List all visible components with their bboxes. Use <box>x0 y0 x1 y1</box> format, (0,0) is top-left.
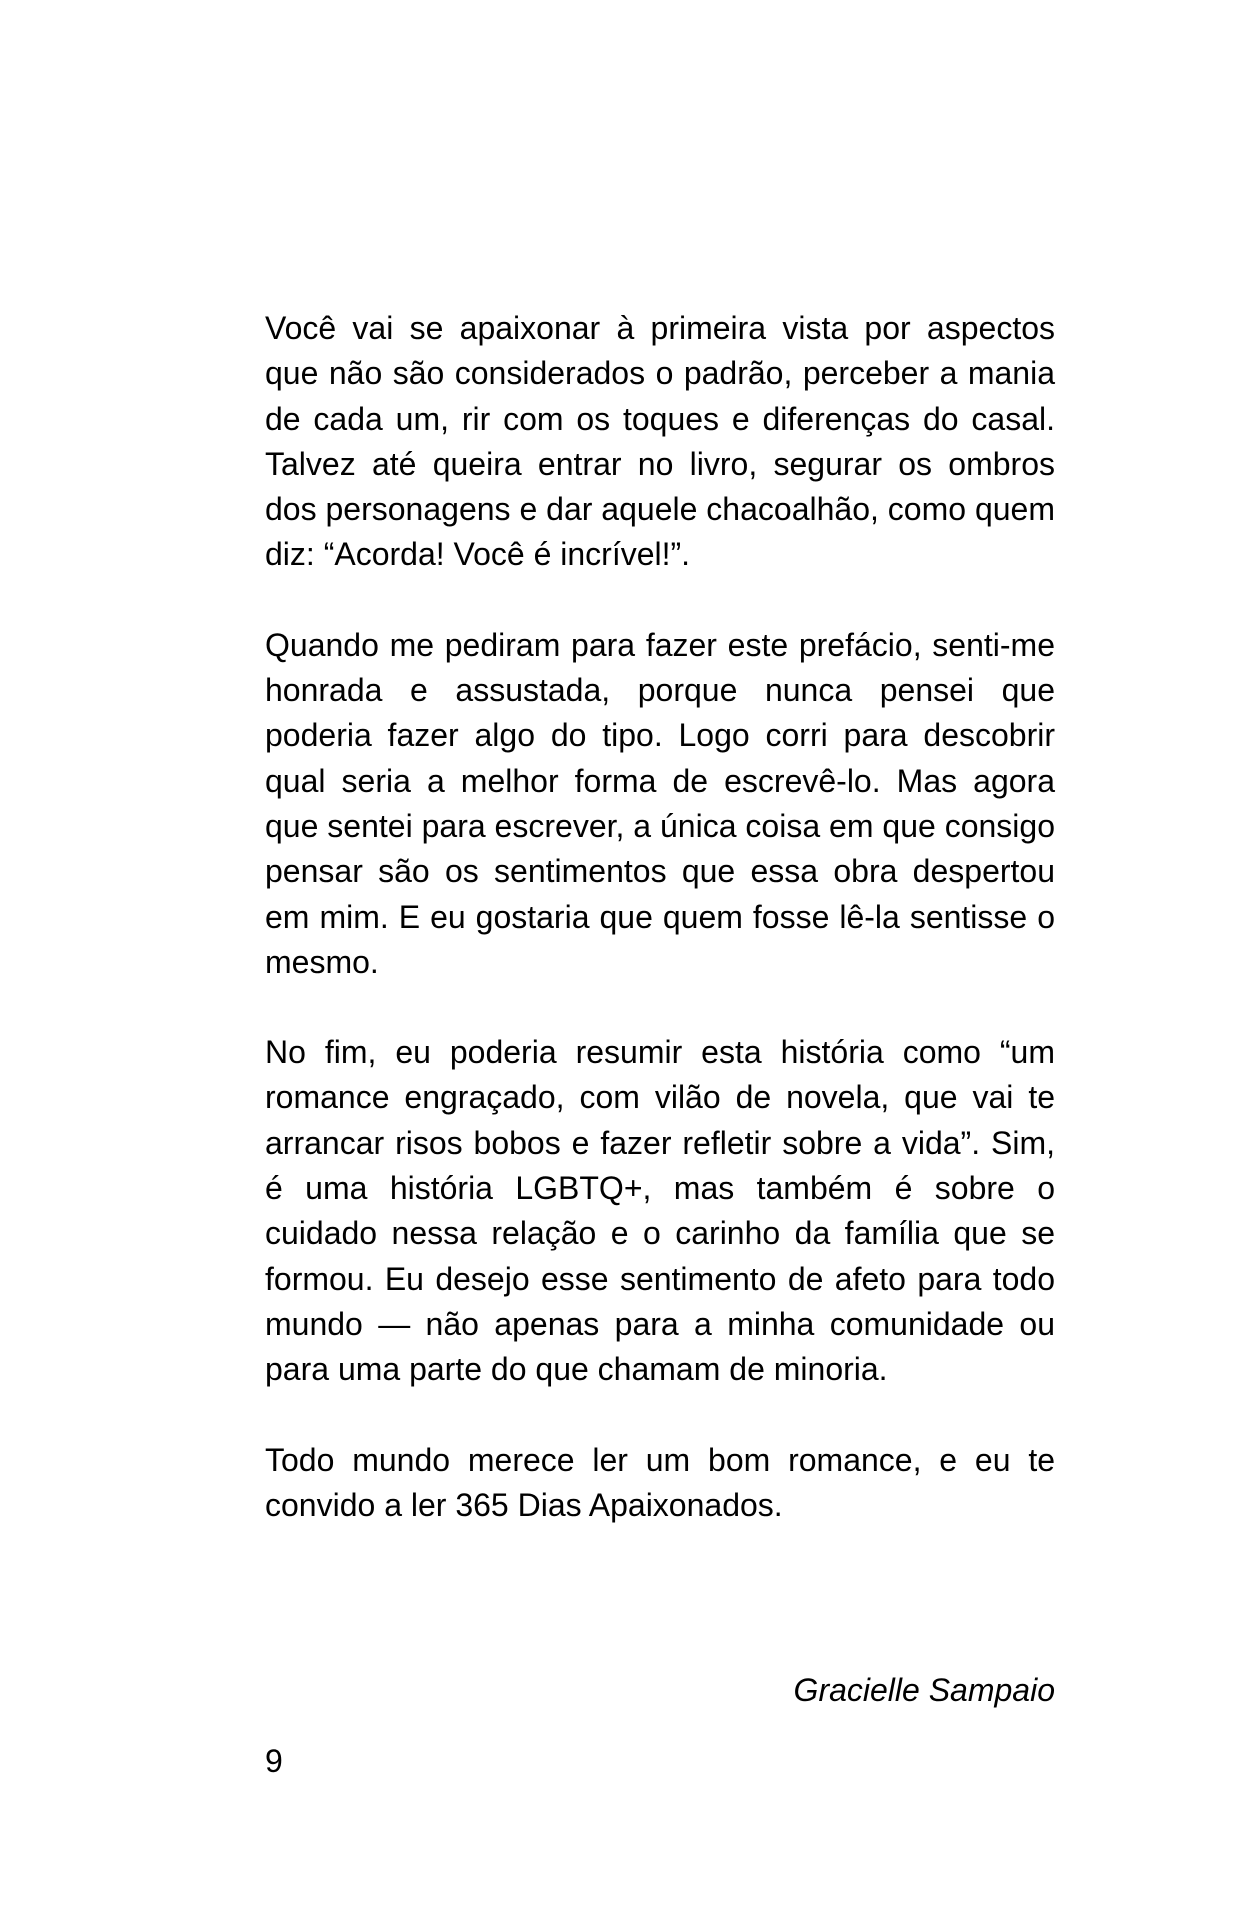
paragraph-1: Você vai se apaixonar à primeira vista por aspectos que não são considerados o padrão, perceber a mania de cada um, rir com os toques e diferenças do casal. Talvez até queira entrar no livro, segurar os ombros dos personagens e dar aquele chacoalhão, como quem diz: “Acorda! Você é incrível!”. <box>265 310 1055 573</box>
paragraph-3: No fim, eu poderia resumir esta história como “um romance engraçado, com vilão de novela, que vai te arrancar risos bobos e fazer refletir sobre a vida”. Sim, é uma história LGBTQ+, mas também é sobre o cuidado nessa relação e o carinho da família que se formou. Eu desejo esse sentimento de afeto para todo mundo — não apenas para a minha comunidade ou para uma parte do que chamam de minoria. <box>265 1034 1055 1388</box>
page-number: 9 <box>265 1743 283 1779</box>
preface-body <box>265 306 1055 1528</box>
author-signature: Gracielle Sampaio <box>793 1672 1055 1708</box>
paragraph-4: Todo mundo merece ler um bom romance, e eu te convido a ler 365 Dias Apaixonados. <box>265 1441 1055 1523</box>
paragraph-2: Quando me pediram para fazer este prefácio, senti-me honrada e assustada, porque nunca pensei que poderia fazer algo do tipo. Logo corri para descobrir qual seria a melhor forma de escrevê-lo. Mas agora que sentei para escrever, a única coisa em que consigo pensar são os sentimentos que essa obra despertou em mim. E eu gostaria que quem fosse lê-la sentisse o mesmo. <box>265 626 1055 980</box>
